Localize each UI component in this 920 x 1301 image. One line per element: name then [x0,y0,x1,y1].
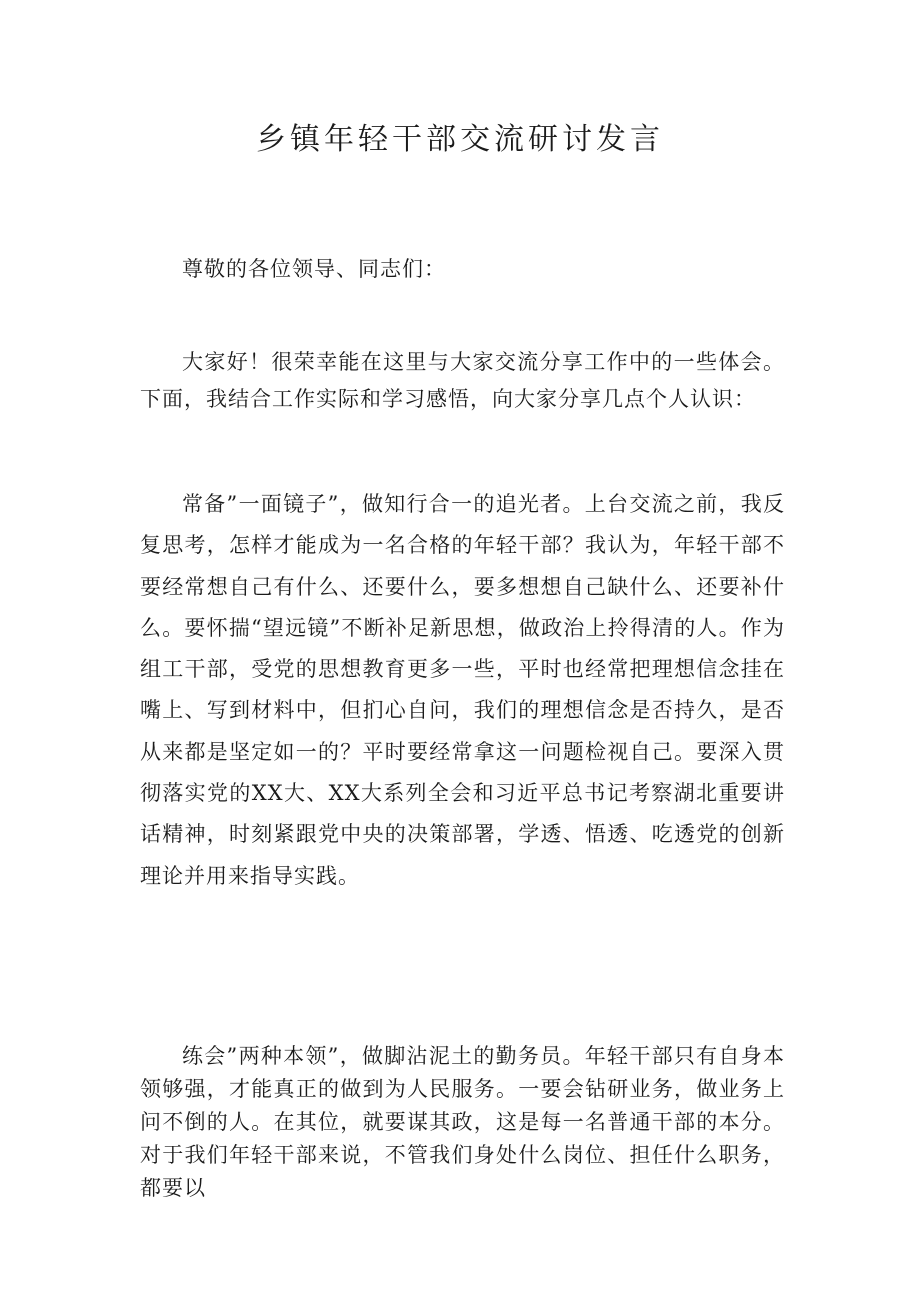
greeting-paragraph: 尊敬的各位领导、同志们： [182,257,446,281]
mirror-section-paragraph: 常备”一面镜子”，做知行合一的追光者。上台交流之前，我反复思考，怎样才能成为一名合格的年轻干部？我认为，年轻干部不要经常想自己有什么、还要什么，要多想想自己缺什么、还要补什么。要怀揣“望远镜”不断补足新思想，做政治上拎得清的人。作为组工干部，受党的思想教育更多一些，平时也经常把理想信念挂在嘴上、写到材料中，但扪心自问，我们的理想信念是否持久，是否从来都是坚定如一的？平时要经常拿这一问题检视自己。要深入贯彻落实党的XX大、XX大系列全会和习近平总书记考察湖北重要讲话精神，时刻紧跟党中央的决策部署，学透、悟透、吃透党的创新理论并用来指导实践。 [140,492,785,888]
skills-section-paragraph: 练会”两种本领”，做脚沾泥土的勤务员。年轻干部只有自身本领够强，才能真正的做到为人民服务。一要会钻研业务，做业务上问不倒的人。在其位，就要谋其政，这是每一名普通干部的本分。对于我们年轻干部来说，不管我们身处什么岗位、担任什么职务，都要以 [140,1044,785,1200]
intro-paragraph: 大家好！很荣幸能在这里与大家交流分享工作中的一些体会。下面，我结合工作实际和学习感悟，向大家分享几点个人认识： [140,350,785,411]
document-title: 乡镇年轻干部交流研讨发言 [256,122,664,157]
